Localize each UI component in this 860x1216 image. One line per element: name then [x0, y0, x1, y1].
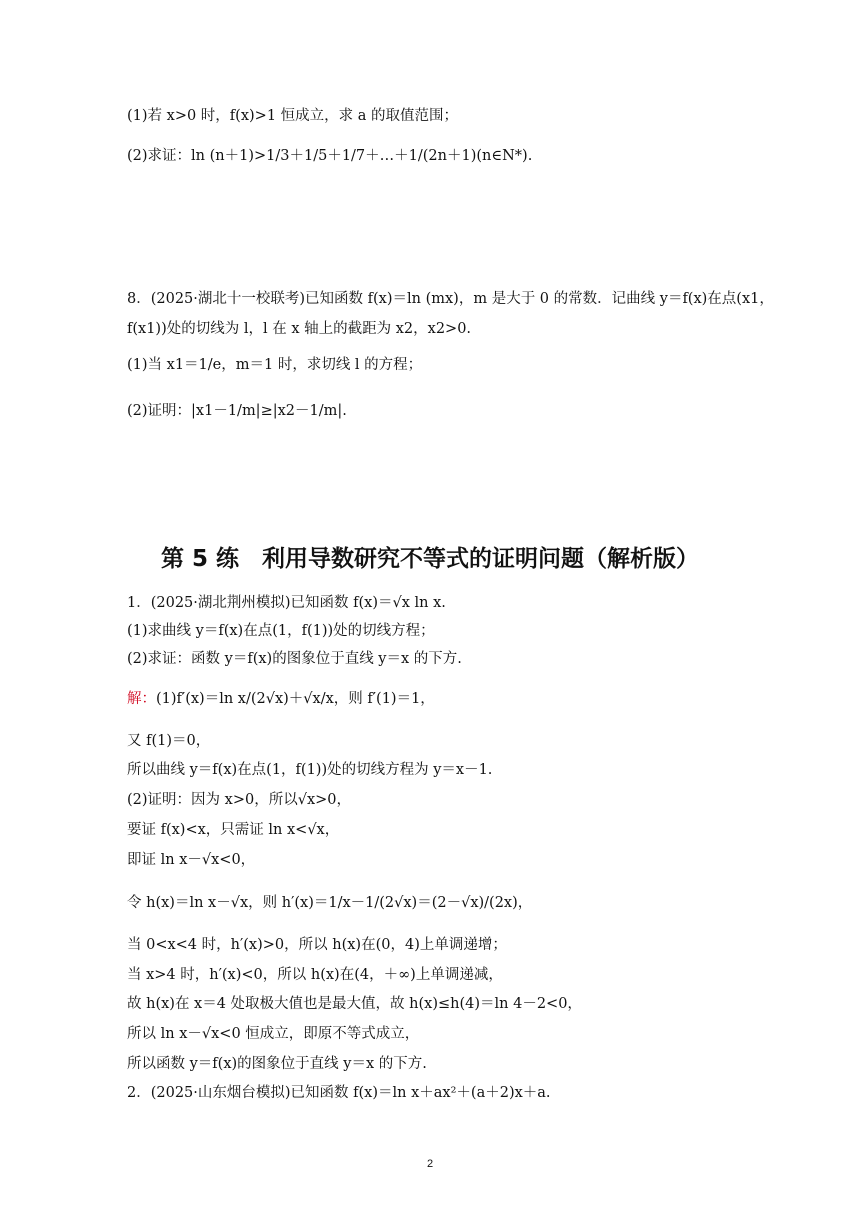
solution-s6: 即证 ln x－√x<0， — [127, 852, 256, 868]
page-title: 第 5 练 利用导数研究不等式的证明问题（解析版） — [160, 546, 700, 572]
problem1-q2: (2)求证：函数 y＝f(x)的图象位于直线 y＝x 的下方. — [127, 651, 462, 667]
solution-s7: 令 h(x)＝ln x－√x，则 h′(x)＝1/x－1/(2√x)＝(2－√x)/(2x)， — [127, 895, 533, 911]
solution-label: 解： — [127, 691, 156, 707]
problem1-q1: (1)求曲线 y＝f(x)在点(1，f(1))处的切线方程； — [127, 623, 435, 639]
sec8-line2: f(x1))处的切线为 l，l 在 x 轴上的截距为 x2，x2>0. — [127, 321, 472, 337]
page-number: 2 — [426, 1158, 434, 1170]
problem2-stem: 2．(2025·山东烟台模拟)已知函数 f(x)＝ln x＋ax²＋(a＋2)x＋a. — [127, 1085, 551, 1101]
solution-s4: (2)证明：因为 x>0，所以√x>0， — [127, 792, 351, 808]
solution-s3: 所以曲线 y＝f(x)在点(1，f(1))处的切线方程为 y＝x－1. — [127, 762, 493, 778]
solution-s9: 当 x>4 时，h′(x)<0，所以 h(x)在(4，＋∞)上单调递减， — [127, 967, 503, 983]
problem1-stem: 1．(2025·湖北荆州模拟)已知函数 f(x)＝√x ln x. — [127, 595, 446, 611]
sec8-line1: 8．(2025·湖北十一校联考)已知函数 f(x)＝ln (mx)，m 是大于 0 的常数．记曲线 y＝f(x)在点(x1， — [127, 291, 774, 307]
solution-s8: 当 0<x<4 时，h′(x)>0，所以 h(x)在(0，4)上单调递增； — [127, 937, 507, 953]
solution-line-1 — [127, 688, 435, 710]
solution-s1: (1)f′(x)＝ln x/(2√x)＋√x/x，则 f′(1)＝1， — [156, 691, 435, 707]
solution-s10: 故 h(x)在 x＝4 处取极大值也是最大值，故 h(x)≤h(4)＝ln 4－2<0， — [127, 996, 582, 1012]
sec8-q1: (1)当 x1＝1/e，m＝1 时，求切线 l 的方程； — [127, 357, 423, 373]
solution-s5: 要证 f(x)<x，只需证 ln x<√x， — [127, 822, 340, 838]
sec7-q2: (2)求证：ln (n＋1)>1/3＋1/5＋1/7＋…＋1/(2n＋1)(n∈N*). — [127, 148, 533, 164]
solution-s11: 所以 ln x－√x<0 恒成立，即原不等式成立， — [127, 1026, 420, 1042]
sec7-q1: (1)若 x>0 时，f(x)>1 恒成立，求 a 的取值范围； — [127, 108, 459, 124]
sec8-q2: (2)证明：|x1－1/m|≥|x2－1/m|. — [127, 403, 347, 419]
solution-s12: 所以函数 y＝f(x)的图象位于直线 y＝x 的下方. — [127, 1056, 427, 1072]
solution-s2: 又 f(1)＝0， — [127, 733, 211, 749]
